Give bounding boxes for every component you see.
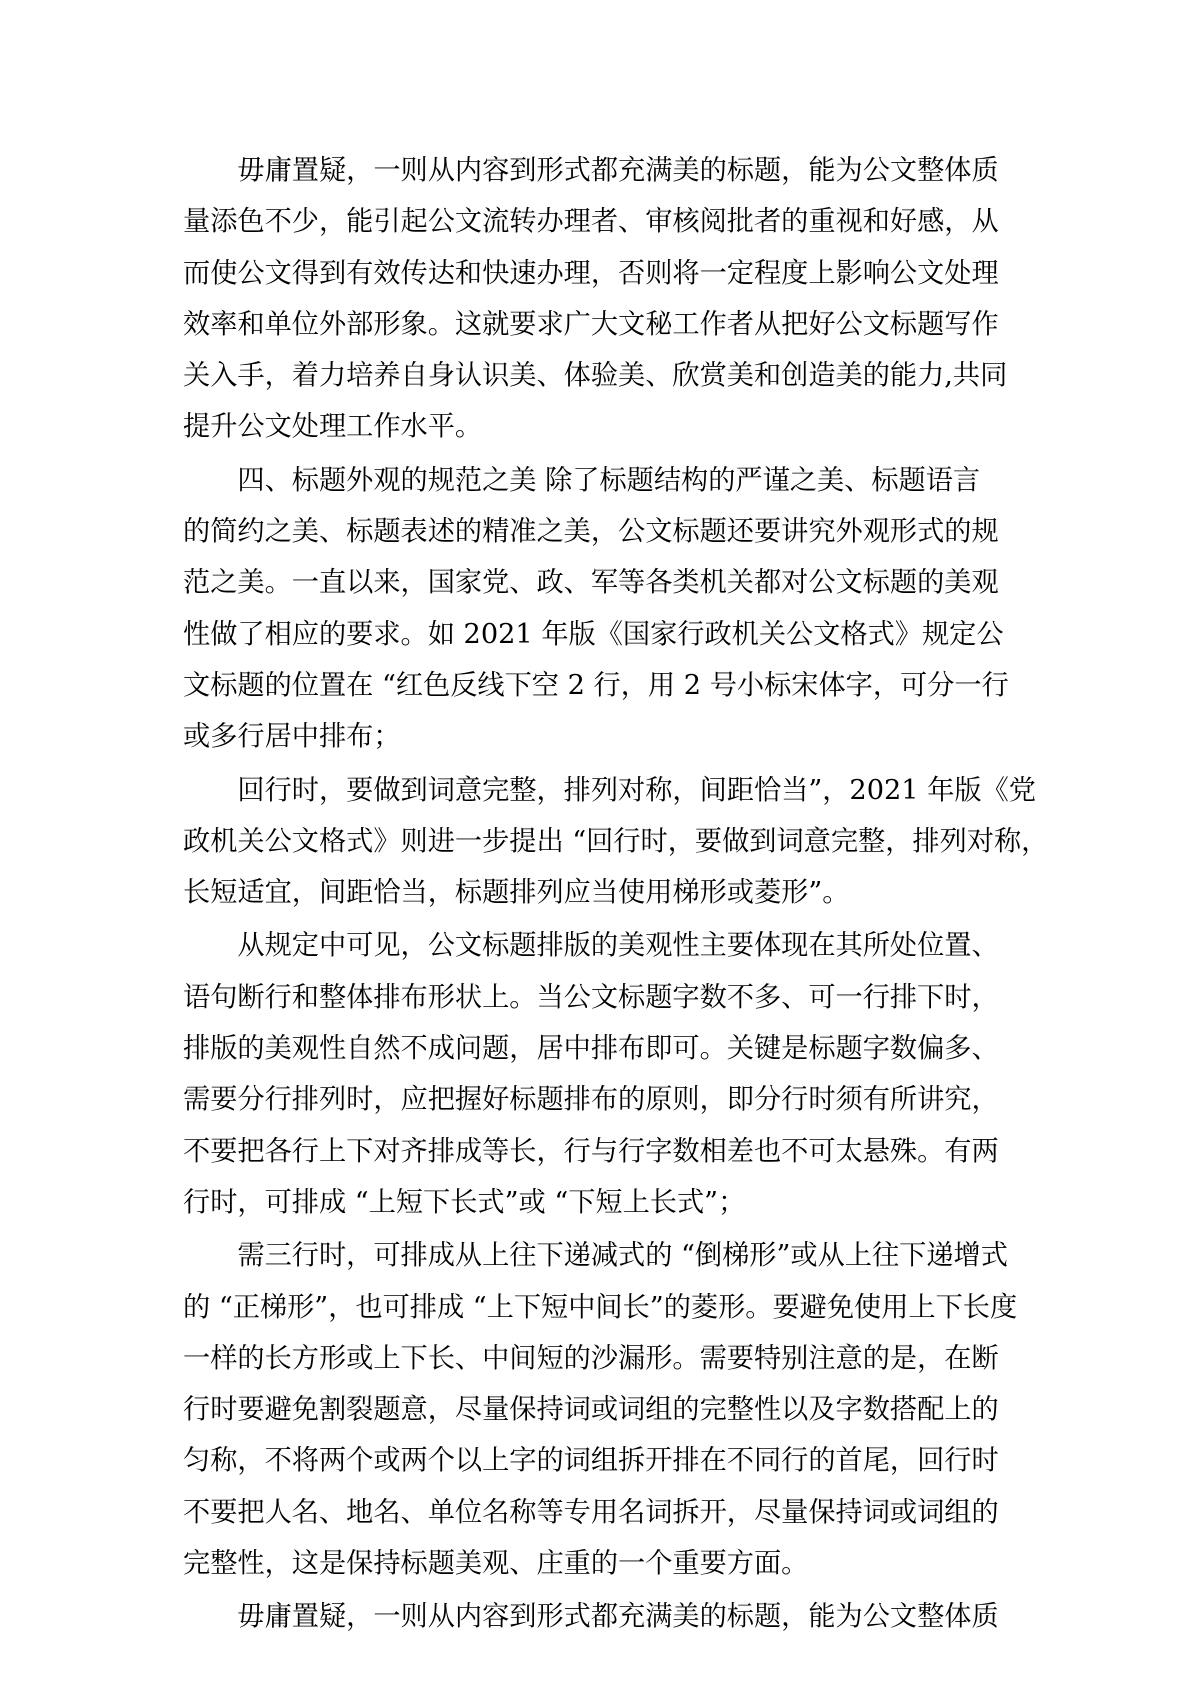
paragraph (183, 920, 1015, 1228)
paragraph-line: 而使公文得到有效传达和快速办理，否则将一定程度上影响公文处理 (183, 257, 999, 289)
paragraph-line: 性做了相应的要求。如 2021 年版《国家行政机关公文格式》规定公 (183, 618, 1004, 650)
paragraph (183, 455, 1015, 763)
paragraph-line: 不要把各行上下对齐排成等长，行与行字数相差也不可太悬殊。有两 (183, 1135, 999, 1167)
paragraph-line: 政机关公文格式》则进一步提出 “回行时，要做到词意完整，排列对称， (183, 825, 1049, 857)
paragraph-line: 回行时，要做到词意完整，排列对称，间距恰当”，2021 年版《党 (237, 774, 1036, 806)
paragraph (183, 145, 1015, 453)
paragraph-line: 行时要避免割裂题意，尽量保持词或词组的完整性以及字数搭配上的 (183, 1394, 999, 1426)
paragraph-line: 提升公文处理工作水平。 (183, 411, 483, 443)
paragraph-line: 匀称，不将两个或两个以上字的词组拆开排在不同行的首尾，回行时 (183, 1445, 999, 1477)
paragraph-line: 完整性，这是保持标题美观、庄重的一个重要方面。 (183, 1548, 809, 1580)
paragraph-line: 需要分行排列时，应把握好标题排布的原则，即分行时须有所讲究， (183, 1084, 999, 1116)
paragraph-line: 的简约之美、标题表述的精准之美，公文标题还要讲究外观形式的规 (183, 516, 999, 548)
paragraph-line: 排版的美观性自然不成问题，居中排布即可。关键是标题字数偏多、 (183, 1033, 999, 1065)
paragraph-line: 长短适宜，间距恰当，标题排列应当使用梯形或菱形”。 (183, 877, 850, 909)
paragraph (183, 1230, 1018, 1589)
paragraph-line: 语句断行和整体排布形状上。当公文标题字数不多、可一行排下时， (183, 981, 999, 1013)
paragraph-line: 行时，可排成 “上短下长式”或 “下短上长式”； (183, 1186, 746, 1218)
paragraph-line: 一样的长方形或上下长、中间短的沙漏形。需要特别注意的是，在断 (183, 1342, 999, 1374)
paragraph-line: 效率和单位外部形象。这就要求广大文秘工作者从把好公文标题写作 (183, 308, 999, 340)
paragraph-line: 毋庸置疑，一则从内容到形式都充满美的标题，能为公文整体质 (237, 155, 999, 186)
document-body (183, 145, 1049, 1645)
paragraph-line: 从规定中可见，公文标题排版的美观性主要体现在其所处位置、 (237, 930, 999, 962)
paragraph-line: 四、标题外观的规范之美 除了标题结构的严谨之美、标题语言 (237, 464, 981, 496)
paragraph-line: 毋庸置疑，一则从内容到形式都充满美的标题，能为公文整体质 (237, 1601, 999, 1633)
paragraph (183, 765, 1049, 919)
paragraph-line: 的 “正梯形”，也可排成 “上下短中间长”的菱形。要避免使用上下长度 (183, 1291, 1018, 1323)
paragraph-line: 关入手，着力培养自身认识美、体验美、欣赏美和创造美的能力,共同 (183, 360, 1008, 392)
paragraph-line: 文标题的位置在 “红色反线下空 2 行，用 2 号小标宋体字，可分一行 (183, 669, 1009, 701)
paragraph-line: 范之美。一直以来，国家党、政、军等各类机关都对公文标题的美观 (183, 567, 999, 599)
paragraph-line: 不要把人名、地名、单位名称等专用名词拆开，尽量保持词或词组的 (183, 1496, 999, 1528)
paragraph (183, 1591, 1015, 1642)
paragraph-line: 需三行时，可排成从上往下递减式的 “倒梯形”或从上往下递增式 (237, 1240, 1008, 1272)
paragraph-line: 或多行居中排布； (183, 721, 401, 753)
paragraph-line: 量添色不少，能引起公文流转办理者、审核阅批者的重视和好感，从 (183, 206, 999, 238)
